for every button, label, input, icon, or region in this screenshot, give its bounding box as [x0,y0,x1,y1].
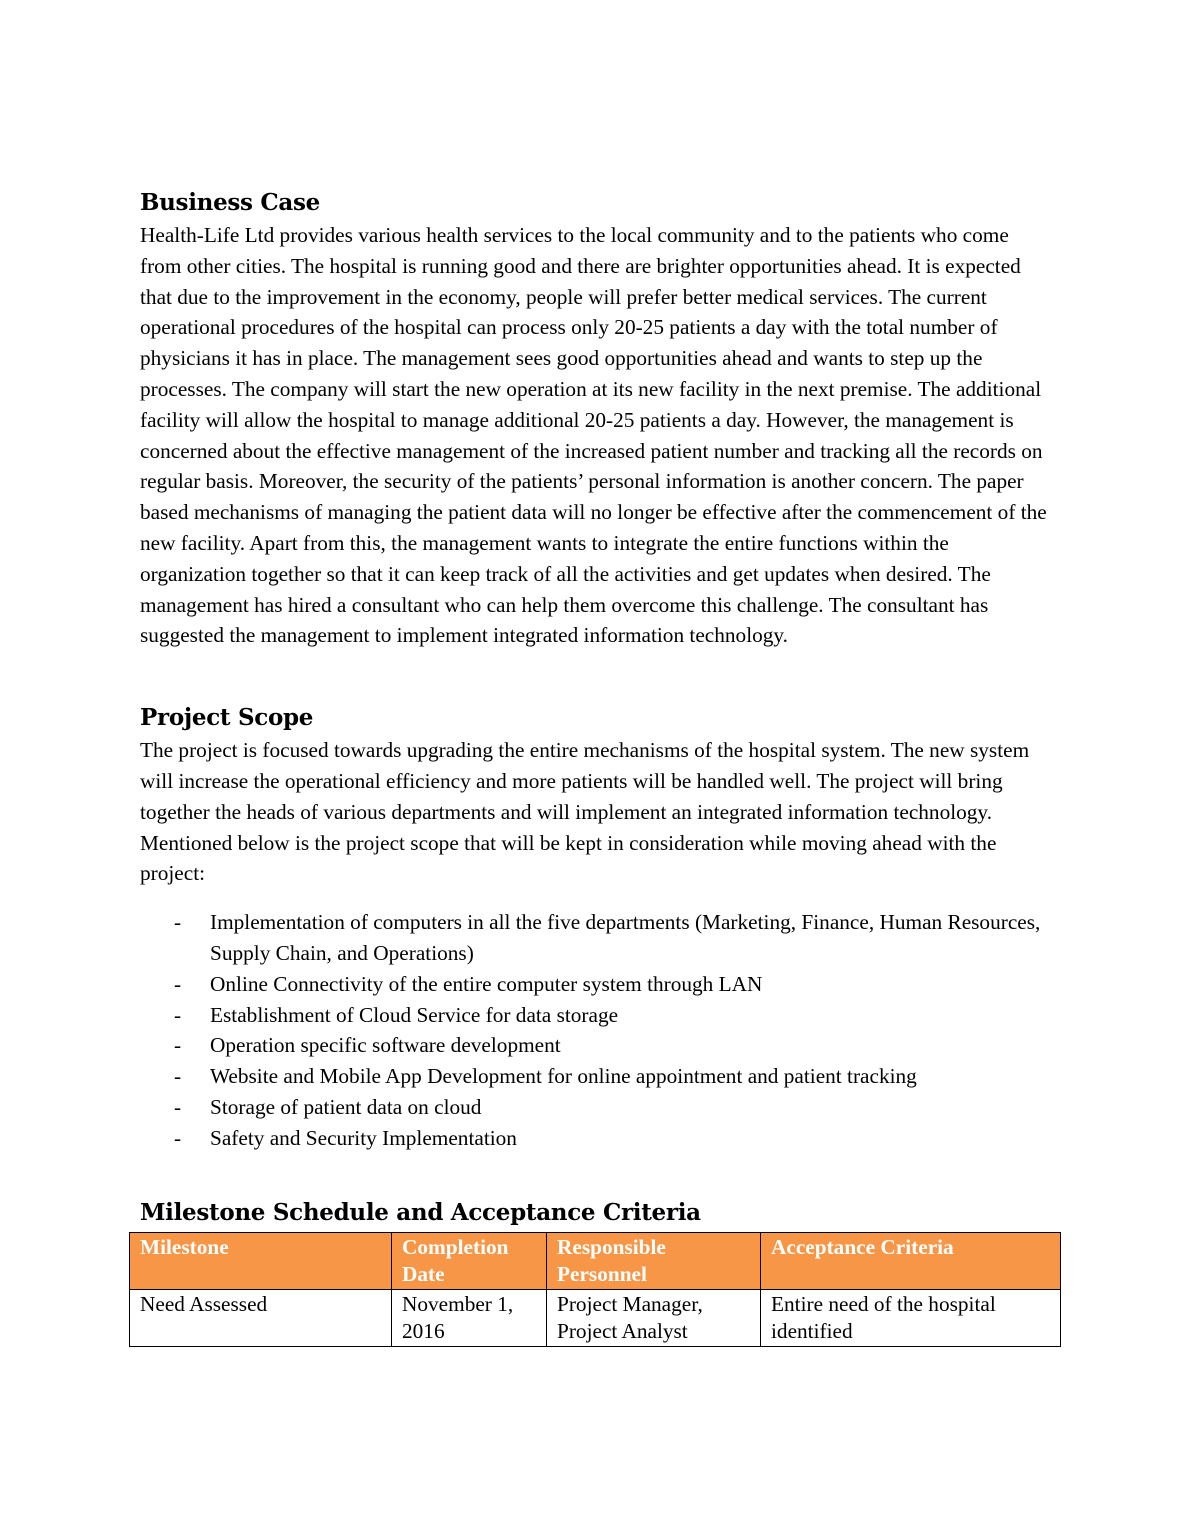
milestone-section [140,1196,1055,1343]
project-scope-section [140,701,1055,1153]
bullet-dash: - [174,910,182,935]
table-cell-completion-date: November 1, 2016 [392,1289,547,1346]
list-item-text: Website and Mobile App Development for online appointment and patient tracking [210,1064,917,1089]
table-row [130,1289,1061,1346]
list-item-text: Implementation of computers in all the five departments (Marketing, Finance, Human Resources, Supply Chain, and Operations) [210,910,1041,965]
list-item-text: Establishment of Cloud Service for data storage [210,1002,619,1027]
bullet-dash: - [174,971,182,996]
bullet-dash: - [174,1002,182,1027]
column-header-completion-date: Completion Date [392,1232,547,1289]
bullet-dash: - [174,1033,182,1058]
project-scope-list [140,907,1055,1153]
list-item [140,1000,1055,1031]
document-page [140,186,1055,1343]
list-item-text: Safety and Security Implementation [210,1125,517,1150]
list-item-text: Online Connectivity of the entire computer system through LAN [210,971,763,996]
bullet-dash: - [174,1094,182,1119]
column-header-acceptance-criteria: Acceptance Criteria [761,1232,1061,1289]
table-cell-acceptance-criteria: Entire need of the hospital identified [761,1289,1061,1346]
list-item [140,969,1055,1000]
bullet-dash: - [174,1125,182,1150]
table-cell-milestone: Need Assessed [130,1289,392,1346]
business-case-heading: Business Case [140,189,320,216]
list-item [140,1092,1055,1123]
column-header-milestone: Milestone [130,1232,392,1289]
list-item [140,907,1055,969]
table-cell-responsible-personnel: Project Manager, Project Analyst [547,1289,761,1346]
list-item [140,1061,1055,1092]
list-item-text: Operation specific software development [210,1033,561,1058]
business-case-section [140,186,1055,651]
business-case-paragraph: Health-Life Ltd provides various health services to the local community and to the patients who come from other cities. The hospital is running good and there are brighter opportunities ahead. It is expected that due to the improvement in the economy, people will prefer better medical services. The current operational procedures of the hospital can process only 20-25 patients a day with the total number of physicians it has in place. The management sees good opportunities ahead and wants to step up the processes. The company will start the new operation at its new facility in the next premise. The additional facility will allow the hospital to manage additional 20-25 patients a day. However, the management is concerned about the effective management of the increased patient number and tracking all the records on regular basis. Moreover, the security of the patients’ personal information is another concern. The paper based mechanisms of managing the patient data will no longer be effective after the commencement of the new facility. Apart from this, the management wants to integrate the entire functions within the organization together so that it can keep track of all the activities and get updates when desired. The management has hired a consultant who can help them overcome this challenge. The consultant has suggested the management to implement integrated information technology. [140,223,1047,648]
table-header-row [130,1232,1061,1289]
bullet-dash: - [174,1064,182,1089]
project-scope-paragraph: The project is focused towards upgrading the entire mechanisms of the hospital system. The new system will increase the operational efficiency and more patients will be handled well. The project will bring together the heads of various departments and will implement an integrated information technology. Mentioned below is the project scope that will be kept in consideration while moving ahead with the project: [140,738,1030,886]
list-item [140,1123,1055,1154]
column-header-responsible-personnel: Responsible Personnel [547,1232,761,1289]
milestone-heading: Milestone Schedule and Acceptance Criteria [140,1198,701,1226]
list-item-text: Storage of patient data on cloud [210,1094,482,1119]
project-scope-heading: Project Scope [140,704,314,732]
list-item [140,1030,1055,1061]
milestone-table [129,1232,1061,1347]
